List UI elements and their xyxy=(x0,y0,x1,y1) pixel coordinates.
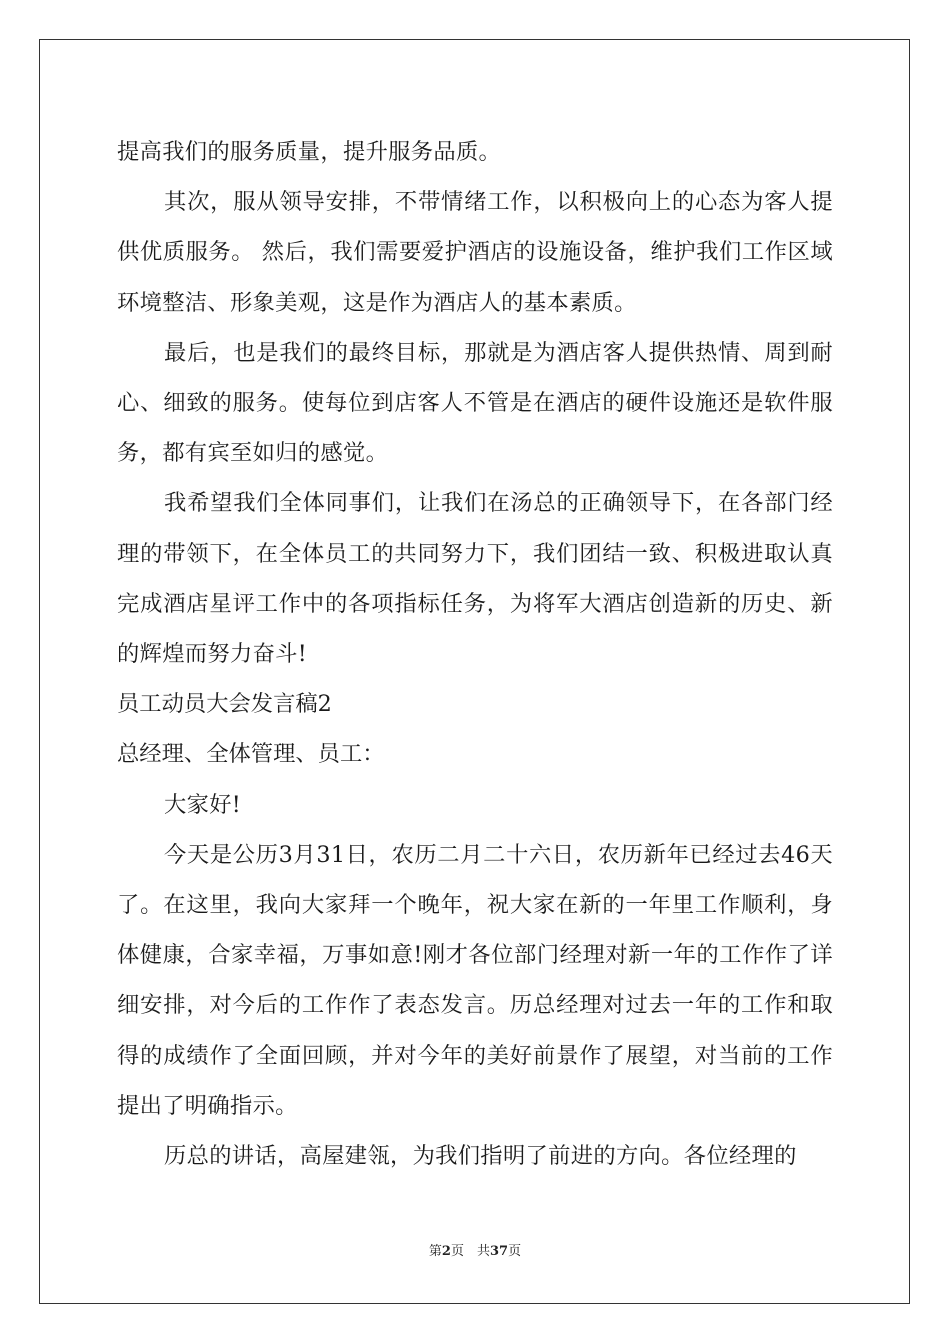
footer-page-total: 37 xyxy=(489,1244,509,1259)
page-footer xyxy=(0,1240,950,1259)
paragraph-6: 历总的讲话，高屋建瓴，为我们指明了前进的方向。各位经理的 xyxy=(164,1143,797,1170)
footer-page-current: 2 xyxy=(441,1244,451,1259)
salutation: 总经理、全体管理、员工： xyxy=(117,741,385,768)
paragraph-4: 我希望我们全体同事们，让我们在汤总的正确领导下，在各部门经理的带领下，在全体员工的共同努力下，我们团结一致、积极进取认真完成酒店星评工作中的各项指标任务，为将军大酒店创造新的历史、新的辉煌而努力奋斗! xyxy=(117,490,833,668)
footer-page-suffix: 页 xyxy=(508,1244,522,1259)
paragraph-5: 今天是公历3月31日，农历二月二十六日，农历新年已经过去46天了。在这里，我向大家拜一个晚年，祝大家在新的一年里工作顺利，身体健康，合家幸福，万事如意!刚才各位部门经理对新一年的工作作了详细安排，对今后的工作作了表态发言。历总经理对过去一年的工作和取得的成绩作了全面回顾，并对今年的美好前景作了展望，对当前的工作提出了明确指示。 xyxy=(117,841,833,1119)
paragraph-3: 最后，也是我们的最终目标，那就是为酒店客人提供热情、周到耐心、细致的服务。使每位到店客人不管是在酒店的硬件设施还是软件服务，都有宾至如归的感觉。 xyxy=(117,339,833,467)
footer-page-mid: 页 共 xyxy=(450,1244,490,1259)
paragraph-1: 提高我们的服务质量，提升服务品质。 xyxy=(117,139,502,165)
footer-page-prefix: 第 xyxy=(428,1244,442,1259)
paragraph-2: 其次，服从领导安排，不带情绪工作，以积极向上的心态为客人提供优质服务。 然后，我们需要爱护酒店的设施设备，维护我们工作区域环境整洁、形象美观，这是作为酒店人的基本素质。 xyxy=(117,189,833,316)
document-body xyxy=(117,127,833,1181)
section-title: 员工动员大会发言稿2 xyxy=(117,691,332,718)
greeting: 大家好! xyxy=(164,791,242,818)
